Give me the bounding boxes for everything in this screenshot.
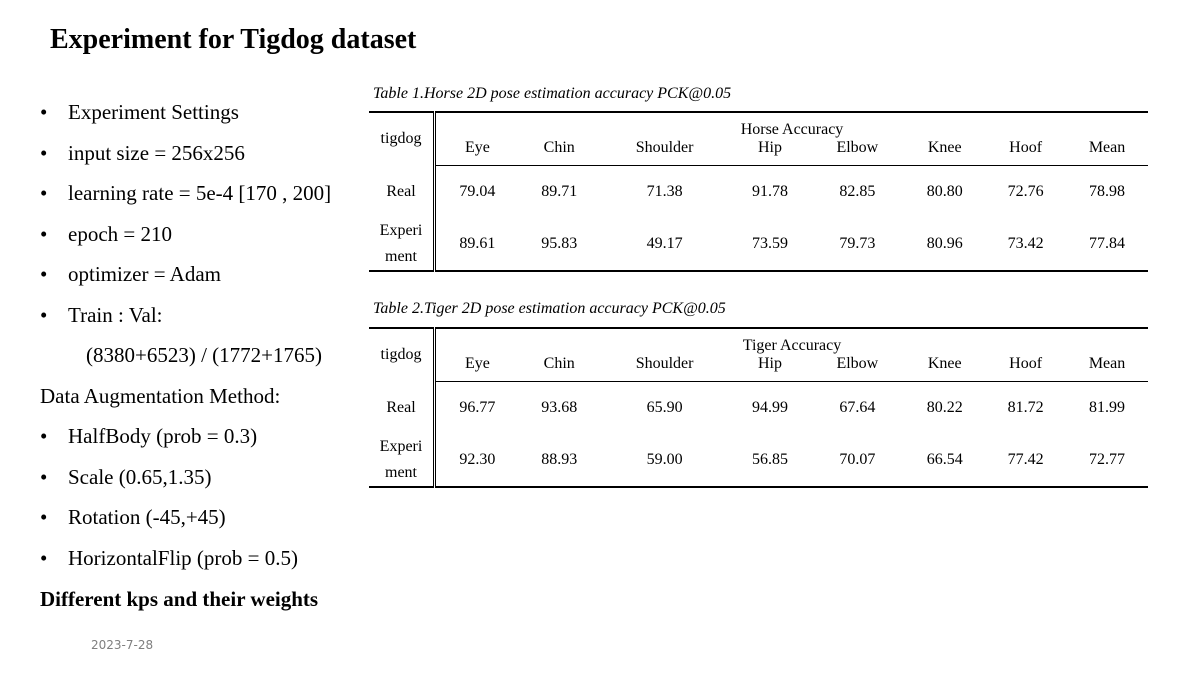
column-header: Mean xyxy=(1066,139,1148,166)
bullet: • xyxy=(40,100,48,124)
table-cell: 89.71 xyxy=(541,182,578,200)
table-cell: 88.93 xyxy=(519,434,600,487)
column-header: Hip xyxy=(730,355,811,382)
table-cell: 49.17 xyxy=(600,218,730,271)
table-cell: 73.42 xyxy=(985,218,1066,271)
table-row xyxy=(369,166,1148,218)
table-cell: 56.85 xyxy=(730,434,811,487)
column-header: Hoof xyxy=(985,355,1066,382)
table-cell: 92.30 xyxy=(435,434,519,487)
table-caption: Table 2.Tiger 2D pose estimation accuracy PCK@0.05 xyxy=(373,300,726,317)
column-header: Shoulder xyxy=(600,139,730,166)
column-header: Hip xyxy=(730,139,811,166)
table-row xyxy=(369,382,1148,434)
column-header: Knee xyxy=(904,355,985,382)
bullet: • xyxy=(40,222,48,246)
horse-accuracy-table xyxy=(369,111,1148,272)
row-label: Real xyxy=(369,382,435,434)
table-cell: 79.04 xyxy=(459,182,496,200)
table-cell: 91.78 xyxy=(751,182,788,200)
slide-title: Experiment for Tigdog dataset xyxy=(50,24,417,55)
bullet: • xyxy=(40,465,48,489)
table-row xyxy=(369,434,1148,487)
bullet: • xyxy=(40,141,48,165)
column-header: Eye xyxy=(435,139,519,166)
column-header: Elbow xyxy=(810,355,904,382)
row-label: Experi ment xyxy=(369,434,435,487)
table-cell: 66.54 xyxy=(904,434,985,487)
column-header: Chin xyxy=(519,355,600,382)
table-cell: 65.90 xyxy=(646,398,683,416)
table-cell: 77.42 xyxy=(985,434,1066,487)
bullet: • xyxy=(40,546,48,570)
bullet: • xyxy=(40,181,48,205)
list-item: (8380+6523) / (1772+1765) xyxy=(86,343,322,367)
row-label: Real xyxy=(369,166,435,218)
bullet: • xyxy=(40,424,48,448)
row-label: Experi ment xyxy=(369,218,435,271)
table-cell: 93.68 xyxy=(541,398,578,416)
column-header: Hoof xyxy=(985,139,1066,166)
table-cell: 80.96 xyxy=(904,218,985,271)
table-cell: 67.64 xyxy=(839,398,876,416)
bullet: • xyxy=(40,505,48,529)
column-header: Elbow xyxy=(810,139,904,166)
corner-label: tigdog xyxy=(369,328,435,382)
date-footer: 2023-7-28 xyxy=(91,638,154,652)
bullet: • xyxy=(40,303,48,327)
group-header: Horse Accuracy xyxy=(435,112,1149,139)
bullet: • xyxy=(40,262,48,286)
table-cell: 94.99 xyxy=(751,398,788,416)
table-row xyxy=(369,218,1148,271)
corner-label: tigdog xyxy=(369,112,435,166)
table-cell: 81.72 xyxy=(1007,398,1044,416)
column-header: Knee xyxy=(904,139,985,166)
table-cell: 73.59 xyxy=(730,218,811,271)
column-header: Mean xyxy=(1066,355,1148,382)
table-cell: 79.73 xyxy=(810,218,904,271)
group-header: Tiger Accuracy xyxy=(435,328,1149,355)
column-header: Shoulder xyxy=(600,355,730,382)
table-cell: 89.61 xyxy=(435,218,519,271)
table-cell: 96.77 xyxy=(459,398,496,416)
table-cell: 71.38 xyxy=(646,182,683,200)
table-caption: Table 1.Horse 2D pose estimation accuracy PCK@0.05 xyxy=(373,85,732,102)
column-header: Chin xyxy=(519,139,600,166)
table-cell: 59.00 xyxy=(600,434,730,487)
table-cell: 80.22 xyxy=(926,398,963,416)
table-cell: 95.83 xyxy=(519,218,600,271)
table-cell: 72.76 xyxy=(1007,182,1044,200)
tiger-accuracy-table xyxy=(369,327,1148,488)
table-cell: 82.85 xyxy=(839,182,876,200)
table-cell: 78.98 xyxy=(1089,182,1126,200)
table-cell: 77.84 xyxy=(1066,218,1148,271)
section-heading-bold: Different kps and their weights xyxy=(40,587,319,611)
column-header: Eye xyxy=(435,355,519,382)
table-cell: 80.80 xyxy=(926,182,963,200)
table-cell: 81.99 xyxy=(1089,398,1126,416)
table-cell: 70.07 xyxy=(810,434,904,487)
table-cell: 72.77 xyxy=(1066,434,1148,487)
section-heading: Data Augmentation Method: xyxy=(40,384,281,408)
